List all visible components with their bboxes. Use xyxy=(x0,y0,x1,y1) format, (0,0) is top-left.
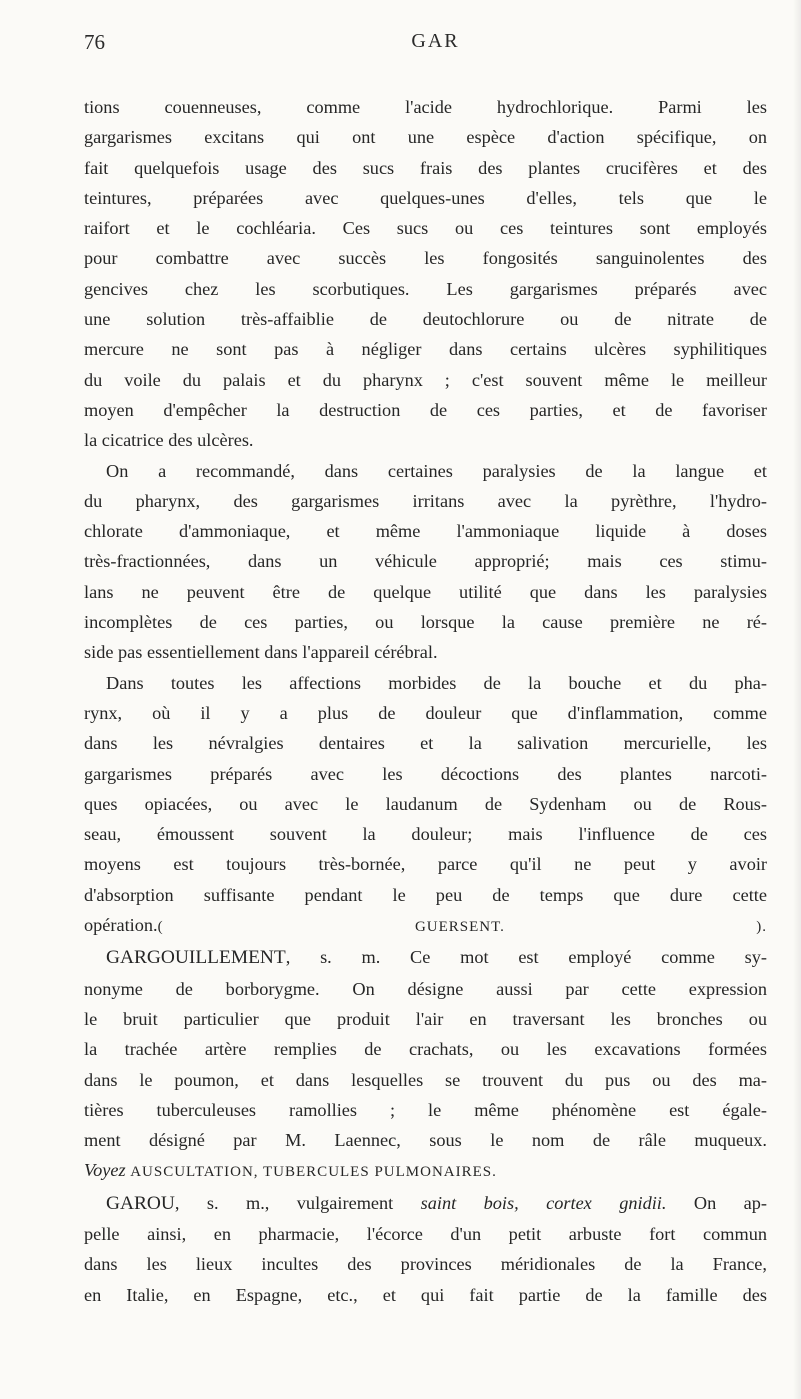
entry-first-line xyxy=(84,942,767,973)
entry-headword: GARGOUILLEMENT xyxy=(106,947,286,969)
cross-references: AUSCULTATION, TUBERCULES PULMONAIRES. xyxy=(130,1164,497,1181)
entry-headword: GAROU xyxy=(106,1192,175,1214)
running-head: GAR xyxy=(411,30,460,52)
text-line: très-fractionnées, dans un véhicule approprié; mais ces stimu- xyxy=(84,551,767,572)
text-line: du pharynx, des gargarismes irritans avec la pyrèthre, l'hydro- xyxy=(84,490,767,511)
text-line: la trachée artère remplies de crachats, ou les excavations formées xyxy=(84,1039,767,1060)
text-line: gencives chez les scorbutiques. Les gargarismes préparés avec xyxy=(84,278,767,299)
text-line: gargarismes préparés avec les décoctions des plantes narcoti- xyxy=(84,763,767,784)
page-edge-shadow xyxy=(793,0,801,1399)
text-line: dans les lieux incultes des provinces méridionales de la France, xyxy=(84,1254,767,1275)
text-fragment: On ap- xyxy=(666,1192,767,1213)
text-line: du voile du palais et du pharynx ; c'est souvent même le meilleur xyxy=(84,369,767,390)
text-line: dans les névralgies dentaires et la salivation mercurielle, les xyxy=(84,733,767,754)
text-fragment: , s. m., vulgairement xyxy=(174,1192,421,1213)
see-also-label: Voyez xyxy=(84,1160,126,1181)
text-line: la cicatrice des ulcères. xyxy=(84,430,254,451)
text-line: d'absorption suffisante pendant le peu de temps que dure cette xyxy=(84,884,767,905)
text-fragment: , s. m. Ce mot est employé comme sy- xyxy=(285,947,767,968)
text-line: Dans toutes les affections morbides de la bouche et du pha- xyxy=(106,672,767,693)
text-line: pelle ainsi, en pharmacie, l'écorce d'un petit arbuste fort commun xyxy=(84,1223,767,1244)
text-line: fait quelquefois usage des sucs frais des plantes crucifères et des xyxy=(84,157,767,178)
cross-reference-line xyxy=(84,1155,767,1187)
text-line: mercure ne sont pas à négliger dans certains ulcères syphilitiques xyxy=(84,339,767,360)
text-line: le bruit particulier que produit l'air en traversant les bronches ou xyxy=(84,1008,767,1029)
text-line: en Italie, en Espagne, etc., et qui fait partie de la famille des xyxy=(84,1284,767,1305)
text-line: teintures, préparées avec quelques-unes d'elles, tels que le xyxy=(84,187,767,208)
text-line: lans ne peuvent être de quelque utilité que dans les paralysies xyxy=(84,581,767,602)
text-line: nonyme de borborygme. On désigne aussi par cette expression xyxy=(84,978,767,999)
text-line: pour combattre avec succès les fongosités sanguinolentes des xyxy=(84,248,767,269)
text-line: tions couenneuses, comme l'acide hydrochlorique. Parmi les xyxy=(84,97,767,117)
text-line-with-signature xyxy=(84,910,767,942)
text-fragment: opération. xyxy=(84,915,158,936)
text-line: dans le poumon, et dans lesquelles se trouvent du pus ou des ma- xyxy=(84,1069,767,1090)
body-text xyxy=(84,92,767,1310)
text-line: ment désigné par M. Laennec, sous le nom de râle muqueux. xyxy=(84,1130,767,1151)
text-line: ques opiacées, ou avec le laudanum de Sydenham ou de Rous- xyxy=(84,793,767,814)
text-line: incomplètes de ces parties, ou lorsque la cause première ne ré- xyxy=(84,612,767,633)
text-line: tières tuberculeuses ramollies ; le même phénomène est égale- xyxy=(84,1099,767,1120)
text-line: seau, émoussent souvent la douleur; mais l'influence de ces xyxy=(84,824,767,845)
text-line: moyens est toujours très-bornée, parce qu'il ne peut y avoir xyxy=(84,854,767,875)
entry-first-line xyxy=(84,1188,767,1219)
text-line: chlorate d'ammoniaque, et même l'ammoniaque liquide à doses xyxy=(84,521,767,542)
text-line: moyen d'empêcher la destruction de ces parties, et de favoriser xyxy=(84,399,767,420)
text-line: On a recommandé, dans certaines paralysies de la langue et xyxy=(106,460,767,481)
text-line: side pas essentiellement dans l'appareil cérébral. xyxy=(84,642,438,663)
latin-synonyms: saint bois, cortex gnidii. xyxy=(420,1192,667,1213)
author-signature: ( GUERSENT. ). xyxy=(157,919,767,936)
text-line: raifort et le cochléaria. Ces sucs ou ces teintures sont employés xyxy=(84,218,767,239)
text-line: une solution très-affaiblie de deutochlorure ou de nitrate de xyxy=(84,309,767,330)
page-header xyxy=(84,30,767,60)
text-line: rynx, où il y a plus de douleur que d'inflammation, comme xyxy=(84,702,767,723)
page-number: 76 xyxy=(84,30,105,54)
text-line: gargarismes excitans qui ont une espèce d'action spécifique, on xyxy=(84,127,767,148)
